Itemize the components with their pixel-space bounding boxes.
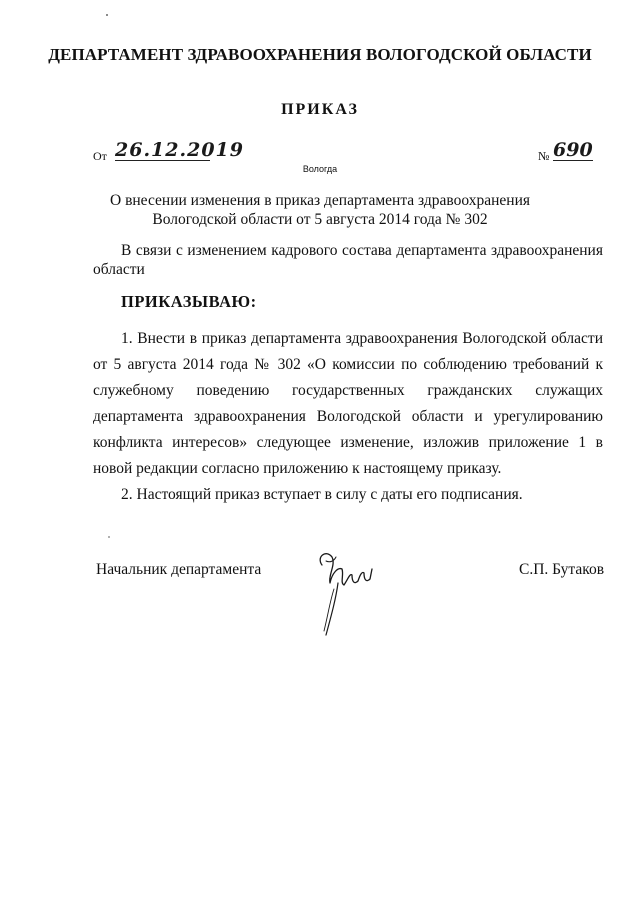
number-label: № bbox=[538, 149, 550, 163]
signer-name: С.П. Бутаков bbox=[519, 561, 605, 578]
order-directive: ПРИКАЗЫВАЮ: bbox=[121, 292, 257, 311]
document-type-title: ПРИКАЗ bbox=[281, 101, 359, 118]
handwritten-date: 26.12.2019 bbox=[115, 139, 244, 161]
signer-position: Начальник департамента bbox=[96, 561, 262, 578]
date-label: От bbox=[93, 149, 107, 163]
order-body bbox=[93, 326, 603, 508]
order-item-1: 1. Внести в приказ департамента здравоохранения Вологодской области от 5 августа 2014 года № 302 «О комиссии по соблюдению требований к служебному поведению государственных гражданских служащих департамента здравоохранения Вологодской области и урегулированию конфликта интересов» следующее изменение, изложив приложение 1 в новой редакции согласно приложению к настоящему приказу. bbox=[93, 330, 603, 477]
scan-speck bbox=[108, 536, 110, 538]
handwritten-signature bbox=[308, 543, 388, 643]
preamble-paragraph: В связи с изменением кадрового состава департамента здравоохранения области bbox=[93, 242, 603, 278]
order-item-2: 2. Настоящий приказ вступает в силу с даты его подписания. bbox=[121, 486, 523, 503]
handwritten-number: 690 bbox=[553, 139, 593, 161]
scan-speck bbox=[106, 14, 108, 16]
city-label: Вологда bbox=[302, 164, 338, 174]
department-heading: ДЕПАРТАМЕНТ ЗДРАВООХРАНЕНИЯ ВОЛОГОДСКОЙ ОБЛАСТИ bbox=[48, 45, 592, 64]
order-subject: О внесении изменения в приказ департамента здравоохранения Вологодской области от 5 августа 2014 года № 302 bbox=[110, 192, 531, 228]
